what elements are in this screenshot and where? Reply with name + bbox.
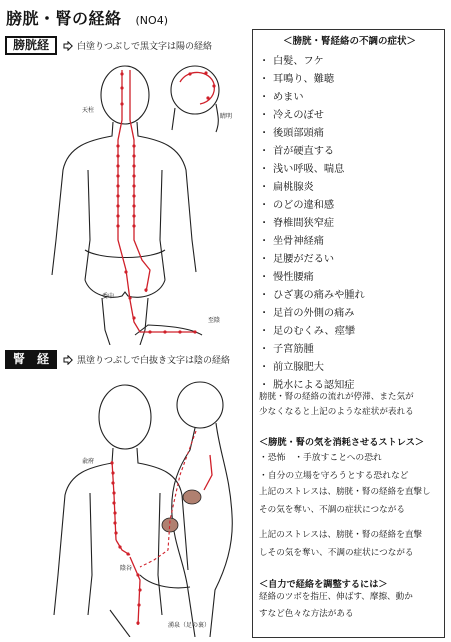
- symptom-item: ・ 浅い呼吸、喘息: [259, 164, 345, 175]
- kidney-meridian-figure: [20, 375, 245, 637]
- point-label-ichu: 委中: [102, 293, 115, 300]
- stress-item: ・恐怖 ・手放すことへの恐れ: [259, 453, 382, 463]
- point-label-inkoku: 陰谷: [120, 565, 133, 572]
- symptom-item: ・ 白髪、フケ: [259, 56, 324, 67]
- symptom-item: ・ 冷えのぼせ: [259, 110, 324, 121]
- stress-paragraph-1: 上記のストレスは、膀胱・腎の経絡を直撃し その気を奪い、不調の症状につながる: [259, 487, 431, 515]
- symptom-item: ・ 扁桃腺炎: [259, 182, 314, 193]
- symptoms-heading: ＜膀胱・腎経絡の不調の症状＞: [282, 36, 416, 47]
- symptom-item: ・ 脊椎間狭窄症: [259, 218, 335, 229]
- symptom-item: ・ 足のむくみ、痙攣: [259, 326, 356, 337]
- symptom-item: ・ 子宮筋腫: [259, 344, 314, 355]
- symptom-item: ・ 前立腺肥大: [259, 362, 324, 373]
- arrow-right-icon: [63, 41, 73, 51]
- symptom-item: ・ めまい: [259, 92, 304, 103]
- point-label-seimei: 睛明: [220, 113, 233, 120]
- kidney-label: 腎 経: [5, 350, 57, 369]
- symptom-item: ・ 足腰がだるい: [259, 254, 335, 265]
- point-label-yusen: 湧泉（足の裏）: [168, 622, 211, 629]
- symptom-item: ・ 首が硬直する: [259, 146, 335, 157]
- symptom-item: ・ 脱水による認知症: [259, 380, 355, 391]
- point-label-tianzhu: 天柱: [82, 107, 95, 114]
- stress-paragraph-2: 上記のストレスは、膀胱・腎の経絡を直撃 しその気を奪い、不調の症状につながる: [259, 530, 423, 558]
- bladder-header: [5, 36, 212, 55]
- symptom-item: ・ 慢性腰痛: [259, 272, 314, 283]
- bladder-label: 膀胱経: [5, 36, 57, 55]
- symptom-item: ・ のどの違和感: [259, 200, 335, 211]
- point-label-yufu: 兪府: [82, 458, 95, 465]
- symptoms-panel: [252, 29, 445, 638]
- symptom-item: ・ ひざ裏の痛みや腫れ: [259, 290, 365, 301]
- symptom-item: ・ 足首の外側の痛み: [259, 308, 355, 319]
- kidney-description: 黒塗りつぶしで白抜き文字は陰の経絡: [77, 356, 231, 366]
- symptoms-note: 膀胱・腎の経絡の流れが停滞、また気が 少なくなると上記のような症状が表れる: [259, 392, 414, 417]
- symptom-item: ・ 耳鳴り、難聴: [259, 74, 335, 85]
- bladder-meridian-figure: [30, 60, 245, 345]
- arrow-right-icon: [63, 355, 73, 365]
- kidney-header: [5, 350, 230, 369]
- self-adjust-heading: ＜自力で経絡を調整するには＞: [259, 579, 388, 590]
- page-title: [6, 6, 168, 29]
- stress-heading: ＜膀胱・腎の気を消耗させるストレス＞: [259, 437, 425, 448]
- point-label-shiin: 至陰: [208, 317, 221, 324]
- bladder-description: 白塗りつぶしで黒文字は陽の経絡: [77, 42, 213, 52]
- page-number: (NO4): [135, 14, 168, 27]
- self-adjust-text: 経絡のツボを指圧、伸ばす、摩擦、動か すなど色々な方法がある: [259, 592, 413, 619]
- page-title-text: 膀胱・腎の経絡: [6, 9, 122, 28]
- symptom-item: ・ 坐骨神経痛: [259, 236, 324, 247]
- stress-item: ・自分の立場を守ろうとする恐れなど: [259, 471, 409, 481]
- symptom-item: ・ 後頭部頭痛: [259, 128, 324, 139]
